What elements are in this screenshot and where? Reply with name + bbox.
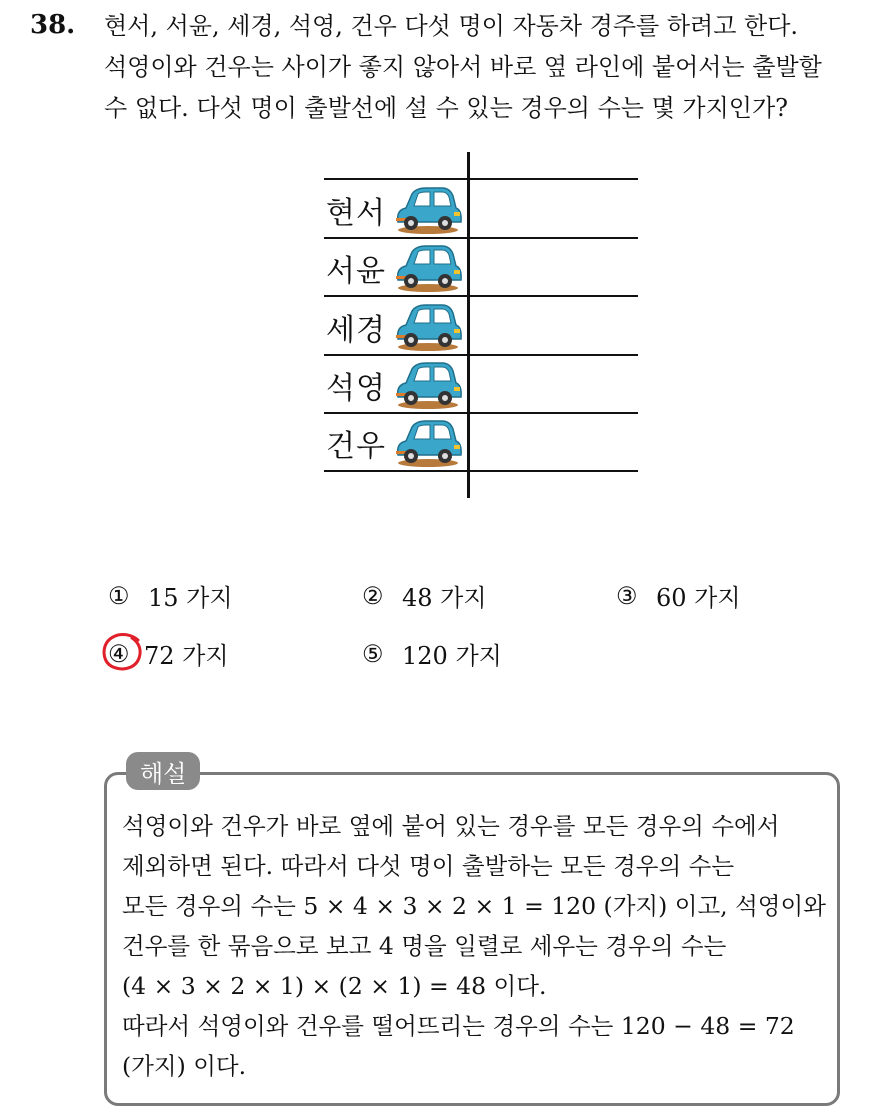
choice-5[interactable]	[362, 636, 502, 671]
choice-text: 15 가지	[148, 584, 233, 612]
choice-text: 72 가지	[144, 642, 229, 670]
choice-3[interactable]	[616, 578, 741, 613]
selected-answer-circle-icon	[100, 632, 144, 672]
explanation-line: (가지) 이다.	[122, 1052, 247, 1080]
explanation-line: 석영이와 건우가 바로 옆에 붙어 있는 경우를 모든 경우의 수에서	[122, 812, 780, 840]
explanation-line: 따라서 석영이와 건우를 떨어뜨리는 경우의 수는 120 − 48 = 72	[122, 1012, 795, 1040]
racer-lane	[326, 415, 464, 471]
explanation-tab: 해설	[126, 752, 200, 790]
question-text	[104, 6, 864, 129]
explanation-line: 모든 경우의 수는 5 × 4 × 3 × 2 × 1 = 120 (가지) 이고, 석영이와	[122, 892, 826, 920]
lane-divider	[324, 178, 638, 180]
question-line: 현서, 서윤, 세경, 석영, 건우 다섯 명이 자동차 경주를 하려고 한다.	[104, 12, 799, 40]
racer-lane	[326, 357, 464, 413]
racer-lane	[326, 240, 464, 296]
choice-mark: ②	[362, 581, 384, 610]
racer-name: 석영	[326, 371, 386, 406]
explanation-line: 건우를 한 묶음으로 보고 4 명을 일렬로 세우는 경우의 수는	[122, 932, 727, 960]
racer-name: 세경	[326, 313, 386, 348]
car-icon	[392, 359, 464, 411]
car-icon	[392, 301, 464, 353]
choice-text: 60 가지	[656, 584, 741, 612]
choice-mark: ③	[616, 581, 638, 610]
choice-mark: ⑤	[362, 639, 384, 668]
start-line	[467, 152, 470, 498]
explanation-line: (4 × 3 × 2 × 1) × (2 × 1) = 48 이다.	[122, 972, 547, 1000]
choice-mark: ①	[108, 581, 130, 610]
choice-text: 120 가지	[402, 642, 502, 670]
choice-1[interactable]	[108, 578, 233, 613]
racer-lane	[326, 182, 464, 238]
question-line: 수 없다. 다섯 명이 출발선에 설 수 있는 경우의 수는 몇 가지인가?	[104, 94, 789, 122]
choice-2[interactable]	[362, 578, 487, 613]
explanation-line: 제외하면 된다. 따라서 다섯 명이 출발하는 모든 경우의 수는	[122, 852, 735, 880]
choice-text: 48 가지	[402, 584, 487, 612]
car-icon	[392, 184, 464, 236]
car-icon	[392, 242, 464, 294]
choice-4[interactable]	[108, 636, 229, 671]
racer-name: 건우	[326, 429, 386, 464]
question-number: 38.	[30, 10, 76, 40]
racer-name: 서윤	[326, 254, 386, 289]
racer-name: 현서	[326, 196, 386, 231]
question-line: 석영이와 건우는 사이가 좋지 않아서 바로 옆 라인에 붙어서는 출발할	[104, 53, 822, 81]
explanation-text	[122, 806, 834, 1086]
choice-mark: ④	[108, 639, 130, 668]
car-icon	[392, 417, 464, 469]
race-lanes-figure	[324, 152, 640, 498]
racer-lane	[326, 299, 464, 355]
